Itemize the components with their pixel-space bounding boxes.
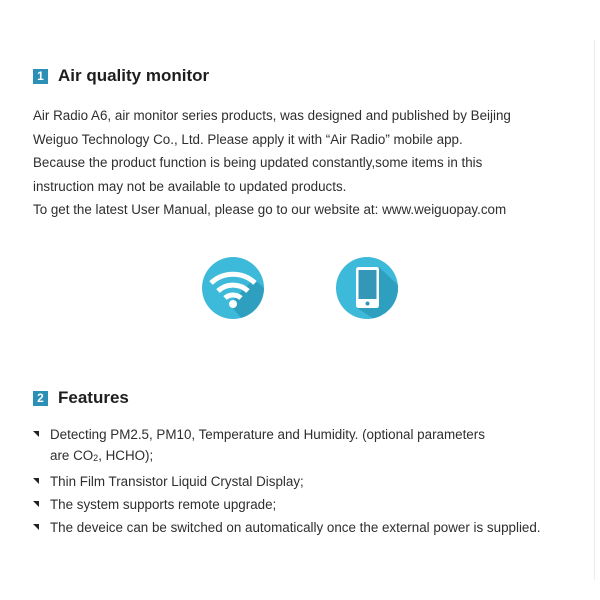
connectivity-icons [0, 257, 600, 319]
intro-line: Weiguo Technology Co., Ltd. Please apply it with “Air Radio” mobile app. [33, 131, 463, 147]
bullet-triangle-icon [33, 524, 39, 530]
section-title: Features [58, 388, 129, 407]
intro-paragraph [33, 104, 593, 222]
feature-text: , HCHO); [98, 448, 154, 463]
feature-text: are CO [50, 448, 94, 463]
section-heading-features [33, 388, 129, 408]
feature-text: The deveice can be switched on automatically once the external power is supplied. [50, 520, 541, 535]
section-title: Air quality monitor [58, 66, 210, 85]
feature-item [33, 517, 593, 539]
wifi-icon [202, 257, 264, 319]
intro-line: instruction may not be available to updated products. [33, 178, 347, 194]
feature-item [33, 424, 593, 469]
subscript: 2 [93, 453, 99, 463]
bullet-triangle-icon [33, 478, 39, 484]
bullet-triangle-icon [33, 431, 39, 437]
smartphone-icon [336, 257, 398, 319]
feature-text: The system supports remote upgrade; [50, 497, 277, 512]
feature-item [33, 471, 593, 493]
section-number-badge: 1 [33, 69, 48, 84]
features-list [33, 424, 593, 540]
section-heading-air-quality-monitor [33, 66, 209, 86]
feature-text-line [50, 445, 593, 469]
bullet-triangle-icon [33, 501, 39, 507]
feature-text-line: Detecting PM2.5, PM10, Temperature and Humidity. (optional parameters [50, 427, 485, 442]
intro-line: To get the latest User Manual, please go to our website at: www.weiguopay.com [33, 202, 507, 217]
feature-text: Thin Film Transistor Liquid Crystal Display; [50, 474, 304, 489]
intro-line: Because the product function is being updated constantly,some items in this [33, 155, 483, 170]
feature-item [33, 494, 593, 516]
section-number-badge: 2 [33, 391, 48, 406]
intro-line: Air Radio A6, air monitor series products, was designed and published by Beijing [33, 108, 511, 123]
